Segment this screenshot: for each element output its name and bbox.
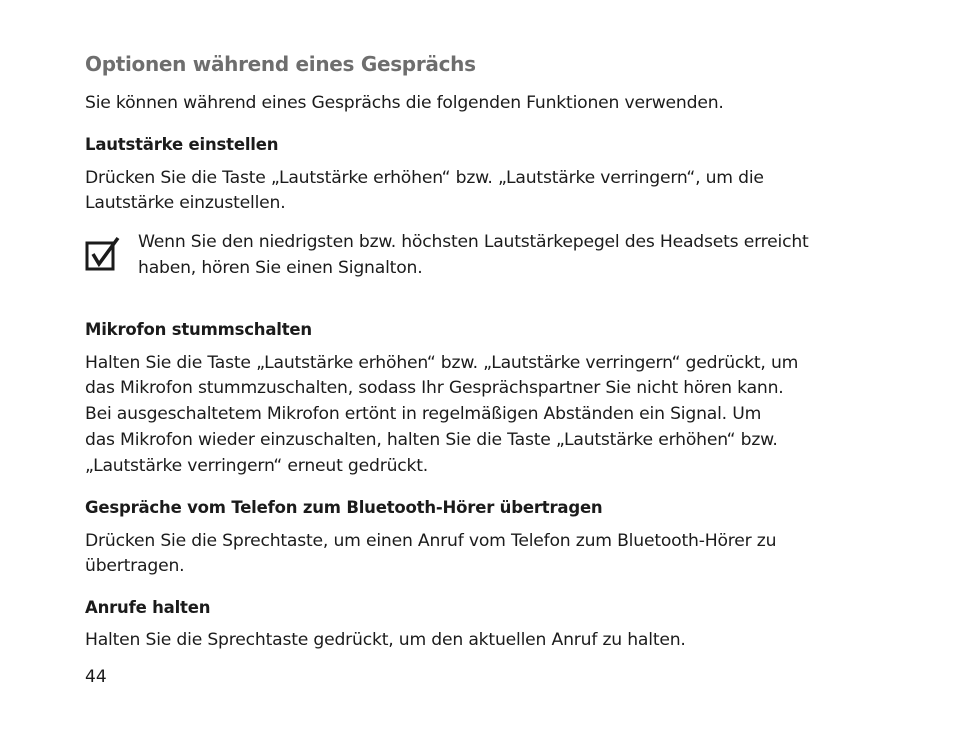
note-text (138, 229, 809, 281)
note-line-1: Wenn Sie den niedrigsten bzw. höchsten Lautstärkepegel des Headsets erreicht (138, 232, 809, 252)
mute-line-2: das Mikrofon stummzuschalten, sodass Ihr Gesprächspartner Sie nicht hören kann. (85, 378, 784, 398)
mute-line-4: das Mikrofon wieder einzuschalten, halten Sie die Taste „Lautstärke erhöhen“ bzw. (85, 430, 778, 450)
note-line-2: haben, hören Sie einen Signalton. (138, 258, 423, 278)
volume-line-1: Drücken Sie die Taste „Lautstärke erhöhen“ bzw. „Lautstärke verringern“, um die (85, 168, 764, 188)
mute-line-3: Bei ausgeschaltetem Mikrofon ertönt in regelmäßigen Abständen ein Signal. Um (85, 404, 762, 424)
heading-transfer: Gespräche vom Telefon zum Bluetooth-Hörer übertragen (85, 498, 603, 517)
volume-line-2: Lautstärke einzustellen. (85, 193, 286, 213)
mute-line-5: „Lautstärke verringern“ erneut gedrückt. (85, 456, 429, 476)
heading-hold: Anrufe halten (85, 598, 211, 617)
transfer-line-2: übertragen. (85, 556, 185, 576)
hold-line-1: Halten Sie die Sprechtaste gedrückt, um den aktuellen Anruf zu halten. (85, 630, 686, 650)
intro-text: Sie können während eines Gesprächs die folgenden Funktionen verwenden. (85, 93, 724, 113)
mute-line-1: Halten Sie die Taste „Lautstärke erhöhen“ bzw. „Lautstärke verringern“ gedrückt, um (85, 353, 799, 373)
page-number: 44 (85, 667, 107, 687)
section-title: Optionen während eines Gesprächs (85, 52, 476, 76)
heading-mute: Mikrofon stummschalten (85, 320, 312, 339)
heading-volume: Lautstärke einstellen (85, 135, 279, 154)
checkmark-note-icon (85, 236, 121, 272)
transfer-line-1: Drücken Sie die Sprechtaste, um einen Anruf vom Telefon zum Bluetooth-Hörer zu (85, 531, 777, 551)
